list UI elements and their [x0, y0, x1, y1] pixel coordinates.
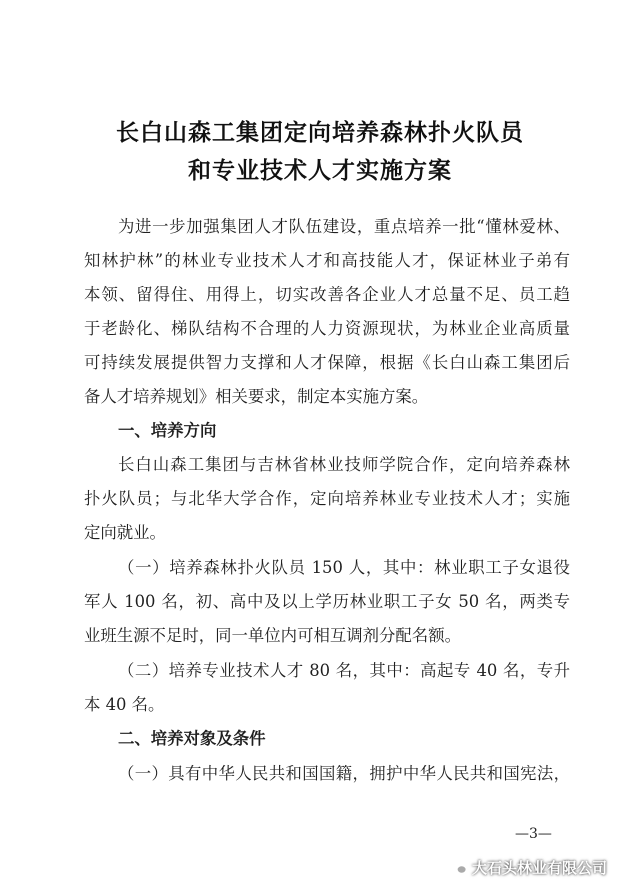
paragraph-line: 本领、留得住、用得上，切实改善各企业人才总量不足、员工趋	[84, 285, 570, 304]
wechat-icon	[450, 859, 468, 877]
paragraph-line: （二）培养专业技术人才 80 名，其中：高起专 40 名，专升	[118, 661, 570, 680]
section-heading: 二、培养对象及条件	[118, 729, 266, 748]
paragraph-line: 长白山森工集团与吉林省林业技师学院合作，定向培养森林	[118, 455, 570, 474]
paragraph-line: （一）具有中华人民共和国国籍，拥护中华人民共和国宪法，	[118, 764, 570, 783]
watermark	[450, 857, 607, 878]
document-title-line2: 和专业技术人才实施方案	[188, 158, 452, 184]
paragraph-line: （一）培养森林扑火队员 150 人，其中：林业职工子女退役	[118, 558, 570, 577]
paragraph-line: 知林护林”的林业专业技术人才和高技能人才，保证林业子弟有	[84, 251, 570, 270]
paragraph-line: 为进一步加强集团人才队伍建设，重点培养一批“懂林爱林、	[118, 217, 570, 236]
section-heading: 一、培养方向	[118, 421, 217, 440]
document-title-line1: 长白山森工集团定向培养森林扑火队员	[116, 120, 524, 146]
paragraph-line: 本 40 名。	[84, 695, 165, 714]
paragraph-line: 于老龄化、梯队结构不合理的人力资源现状，为林业企业高质量	[84, 319, 570, 338]
paragraph-line: 扑火队员；与北华大学合作，定向培养林业专业技术人才；实施	[84, 489, 570, 508]
paragraph-line: 军人 100 名，初、高中及以上学历林业职工子女 50 名，两类专	[84, 592, 570, 611]
page-number: —3—	[515, 826, 552, 842]
paragraph-line: 业班生源不足时，同一单位内可相互调剂分配名额。	[84, 626, 461, 645]
paragraph-line: 定向就业。	[84, 523, 166, 542]
watermark-text: 大石头林业有限公司	[472, 859, 608, 877]
paragraph-line: 可持续发展提供智力支撑和人才保障，根据《长白山森工集团后	[84, 353, 570, 372]
paragraph-line: 备人才培养规划》相关要求，制定本实施方案。	[84, 387, 429, 406]
